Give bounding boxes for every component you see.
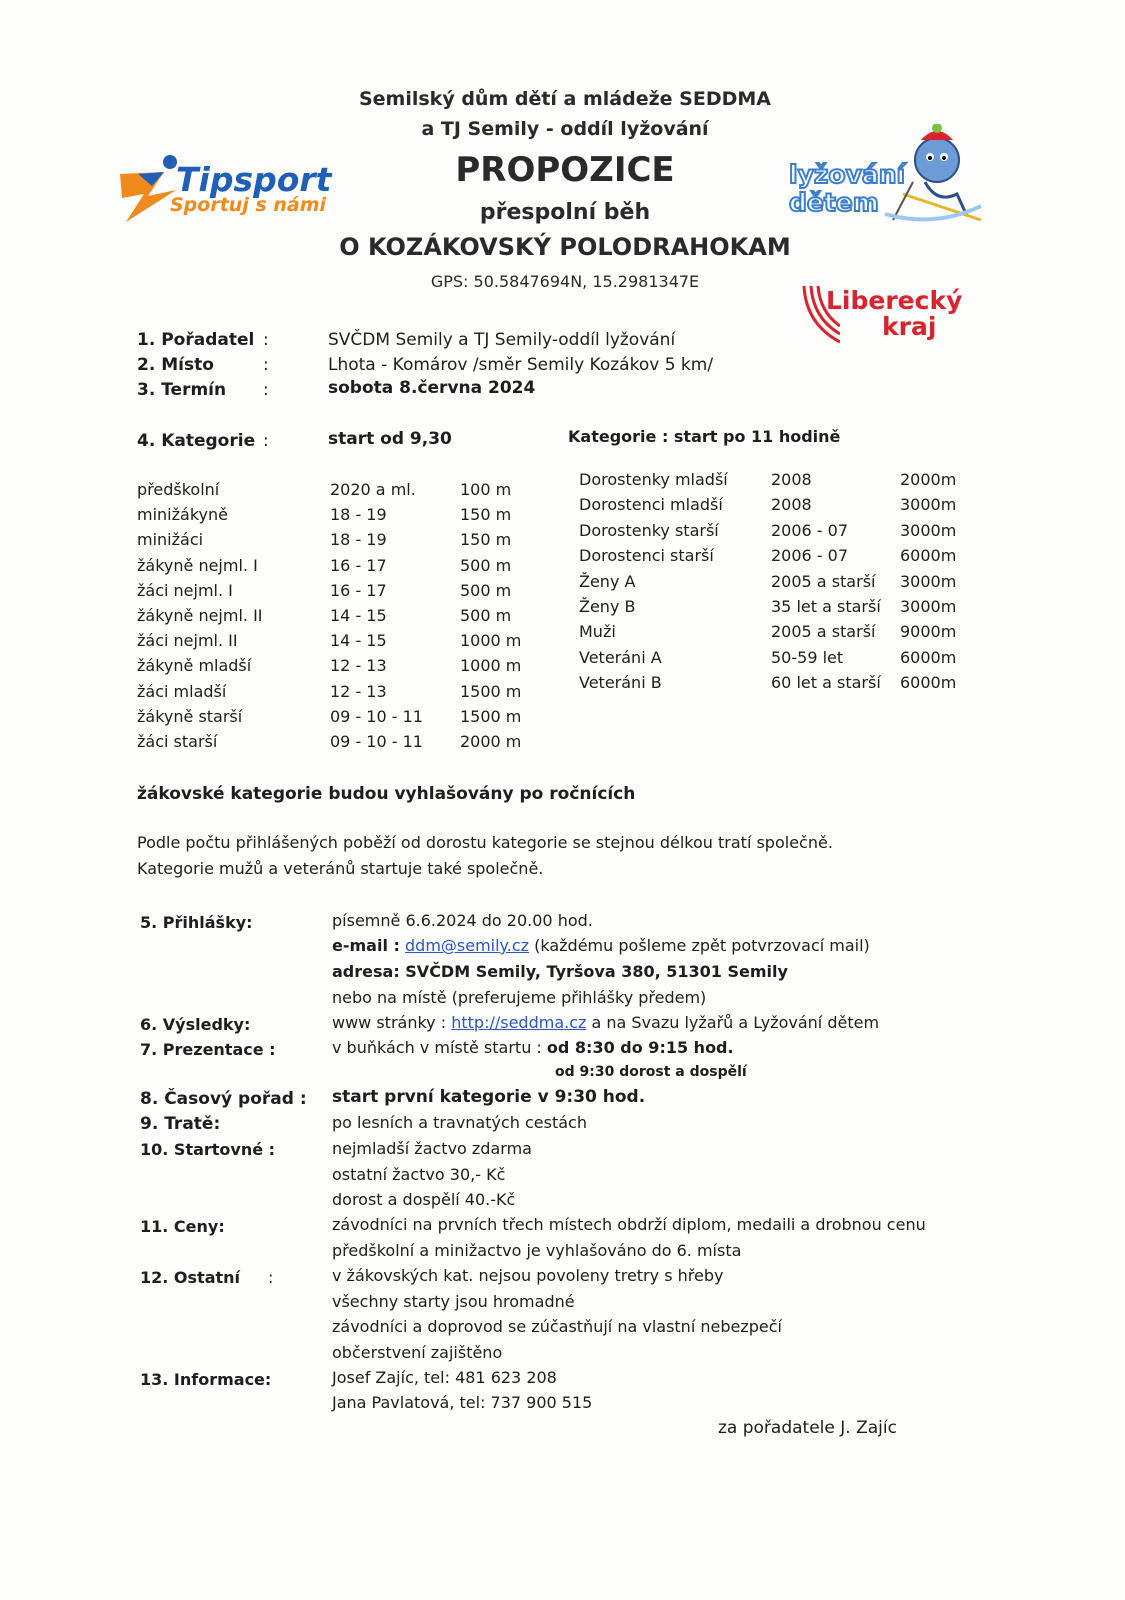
category-distance: 6000m: [900, 546, 957, 566]
contact-line-1: Josef Zajíc, tel: 481 623 208: [332, 1368, 557, 1387]
email-suffix: (každému pošleme zpět potvrzovací mail): [534, 936, 870, 955]
tipsport-logo: [118, 152, 332, 232]
email-prefix: e-mail :: [332, 936, 400, 955]
category-distance: 150 m: [460, 505, 512, 525]
note-line-1: Podle počtu přihlášených poběží od dorostu kategorie se stejnou délkou tratí společně.: [137, 833, 833, 852]
category-name: žákyně nejml. II: [137, 606, 263, 625]
category-name: žákyně nejml. I: [137, 555, 258, 575]
categories-label: 4. Kategorie: [137, 431, 256, 451]
category-years: 09 - 10 - 11: [330, 706, 423, 726]
category-years: 14 - 15: [330, 631, 387, 651]
start-right-header: Kategorie : start po 11 hodině: [568, 427, 841, 446]
results-link[interactable]: http://seddma.cz: [451, 1013, 587, 1032]
results-suffix: a na Svazu lyžařů a Lyžování dětem: [591, 1013, 880, 1032]
schedule-label: 8. Časový pořad :: [140, 1089, 307, 1109]
category-distance: 500 m: [460, 606, 512, 625]
page-title: PROPOZICE: [455, 150, 675, 190]
other-sep: :: [268, 1268, 274, 1287]
liberecky-kraj-logo: [800, 284, 963, 346]
category-name: Veteráni B: [579, 673, 662, 693]
category-name: Dorostenky starší: [579, 520, 719, 540]
results-line: [332, 1013, 879, 1032]
category-years: 2008: [771, 470, 812, 489]
fee-line-2: ostatní žactvo 30,- Kč: [332, 1165, 506, 1184]
schedule-value: start první kategorie v 9:30 hod.: [332, 1087, 646, 1107]
detem-word: dětem: [789, 188, 879, 217]
presentation-line-2: od 9:30 dorost a dospělí: [555, 1064, 747, 1080]
category-years: 2020 a ml.: [330, 480, 416, 499]
kraj-word: kraj: [882, 312, 937, 341]
tipsport-name: Tipsport: [176, 160, 332, 199]
category-years: 16 - 17: [330, 555, 387, 575]
presentation-label: 7. Prezentace :: [140, 1040, 276, 1059]
category-years: 18 - 19: [330, 505, 387, 525]
fee-label: 10. Startovné :: [140, 1140, 276, 1159]
category-years: 2005 a starší: [771, 571, 876, 591]
category-distance: 500 m: [460, 555, 512, 575]
category-name: žáci nejml. I: [137, 580, 233, 600]
category-name: Veteráni A: [579, 647, 662, 667]
category-name: Muži: [579, 622, 616, 642]
category-years: 16 - 17: [330, 580, 387, 600]
date-label: 3. Termín: [137, 380, 227, 400]
category-years: 12 - 13: [330, 681, 387, 701]
note-line-2: Kategorie mužů a veteránů startuje také společně.: [137, 859, 544, 878]
place-label: 2. Místo: [137, 355, 214, 375]
category-name: minižáci: [137, 530, 204, 550]
category-name: žáci mladší: [137, 681, 227, 701]
category-name: Dorostenci starší: [579, 546, 714, 566]
place-value: Lhota - Komárov /směr Semily Kozákov 5 km/: [328, 355, 714, 375]
results-prefix: www stránky :: [332, 1013, 447, 1032]
category-distance: 3000m: [900, 571, 957, 591]
category-distance: 150 m: [460, 530, 512, 550]
tracks-label: 9. Tratě:: [140, 1114, 221, 1134]
org-line-1: Semilský dům dětí a mládeže SEDDMA: [358, 88, 771, 110]
organizer-value: SVČDM Semily a TJ Semily-oddíl lyžování: [328, 330, 676, 350]
prizes-label: 11. Ceny:: [140, 1217, 225, 1236]
gps-coordinates: GPS: 50.5847694N, 15.2981347E: [430, 272, 700, 291]
tipsport-slogan: Sportuj s námi: [170, 194, 327, 216]
other-line-2: všechny starty jsou hromadné: [332, 1292, 575, 1311]
contact-line-2: Jana Pavlatová, tel: 737 900 515: [332, 1393, 593, 1412]
category-distance: 9000m: [900, 622, 957, 642]
category-name: Ženy A: [579, 571, 636, 591]
category-years: 09 - 10 - 11: [330, 732, 423, 751]
tracks-value: po lesních a travnatých cestách: [332, 1113, 587, 1132]
presentation-prefix: v buňkách v místě startu :: [332, 1038, 542, 1057]
categories-sep: :: [263, 431, 269, 451]
registration-address: adresa: SVČDM Semily, Tyršova 380, 51301 Semily: [332, 962, 788, 981]
category-name: předškolní: [137, 480, 220, 499]
category-name: žáci starší: [137, 732, 218, 751]
lyzovani-detem-logo: [785, 124, 985, 229]
category-years: 14 - 15: [330, 606, 387, 625]
category-years: 18 - 19: [330, 530, 387, 550]
category-name: Dorostenky mladší: [579, 470, 728, 489]
organizer-sep: :: [263, 330, 269, 350]
category-name: žáci nejml. II: [137, 631, 238, 651]
category-years: 2006 - 07: [771, 520, 849, 540]
category-distance: 1500 m: [460, 681, 522, 701]
lyzovani-word: lyžování: [789, 160, 906, 189]
place-sep: :: [263, 355, 269, 375]
category-distance: 1500 m: [460, 706, 522, 726]
registration-line-4: nebo na místě (preferujeme přihlášky předem): [332, 988, 707, 1007]
other-line-4: občerstvení zajištěno: [332, 1343, 503, 1362]
category-distance: 1000 m: [460, 631, 522, 651]
liberecky-word: Liberecký: [826, 286, 963, 315]
category-distance: 6000m: [900, 673, 957, 693]
category-years: 60 let a starší: [771, 673, 881, 693]
presentation-time: od 8:30 do 9:15 hod.: [546, 1038, 734, 1057]
fee-line-3: dorost a dospělí 40.-Kč: [332, 1190, 516, 1209]
category-years: 2006 - 07: [771, 546, 849, 566]
category-name: minižákyně: [137, 505, 228, 525]
event-type: přespolní běh: [479, 200, 651, 225]
signature: za pořadatele J. Zajíc: [718, 1418, 897, 1438]
category-distance: 6000m: [900, 647, 957, 667]
prizes-line-2: předškolní a minižactvo je vyhlašováno do 6. místa: [332, 1241, 742, 1260]
category-distance: 3000m: [900, 597, 957, 616]
category-distance: 2000 m: [460, 732, 522, 751]
registration-label: 5. Přihlášky:: [140, 913, 253, 932]
other-label: 12. Ostatní: [140, 1268, 241, 1287]
presentation-line-1: [332, 1038, 734, 1057]
contact-label: 13. Informace:: [140, 1370, 272, 1389]
category-distance: 3000m: [900, 520, 957, 540]
event-name: O KOZÁKOVSKÝ POLODRAHOKAM: [339, 233, 791, 261]
category-years: 2008: [771, 495, 812, 515]
fee-line-1: nejmladší žactvo zdarma: [332, 1139, 532, 1158]
category-name: žákyně starší: [137, 706, 243, 726]
registration-email-line: [332, 936, 870, 955]
results-label: 6. Výsledky:: [140, 1015, 251, 1034]
other-line-1: v žákovských kat. nejsou povoleny tretry s hřeby: [332, 1266, 724, 1285]
prizes-line-1: závodníci na prvních třech místech obdrží diplom, medaili a drobnou cenu: [332, 1215, 926, 1234]
date-sep: :: [263, 380, 269, 400]
category-years: 2005 a starší: [771, 622, 876, 642]
category-distance: 1000 m: [460, 656, 522, 676]
category-years: 50-59 let: [771, 647, 844, 667]
category-distance: 3000m: [900, 495, 957, 515]
org-line-2: a TJ Semily - oddíl lyžování: [421, 118, 709, 140]
category-years: 12 - 13: [330, 656, 387, 676]
announcement-note: žákovské kategorie budou vyhlašovány po ročnících: [137, 784, 636, 804]
organizer-label: 1. Pořadatel: [137, 330, 255, 350]
start-left-header: start od 9,30: [328, 429, 452, 449]
category-name: Ženy B: [579, 597, 636, 616]
other-line-3: závodníci a doprovod se zúčastňují na vlastní nebezpečí: [332, 1317, 782, 1336]
category-distance: 100 m: [460, 480, 512, 499]
date-value: sobota 8.června 2024: [328, 378, 536, 398]
registration-line-1: písemně 6.6.2024 do 20.00 hod.: [332, 911, 593, 930]
category-name: Dorostenci mladší: [579, 495, 723, 515]
category-distance: 500 m: [460, 580, 512, 600]
email-link[interactable]: ddm@semily.cz: [405, 936, 530, 955]
category-years: 35 let a starší: [771, 597, 881, 616]
category-name: žákyně mladší: [137, 656, 252, 676]
category-distance: 2000m: [900, 470, 957, 489]
